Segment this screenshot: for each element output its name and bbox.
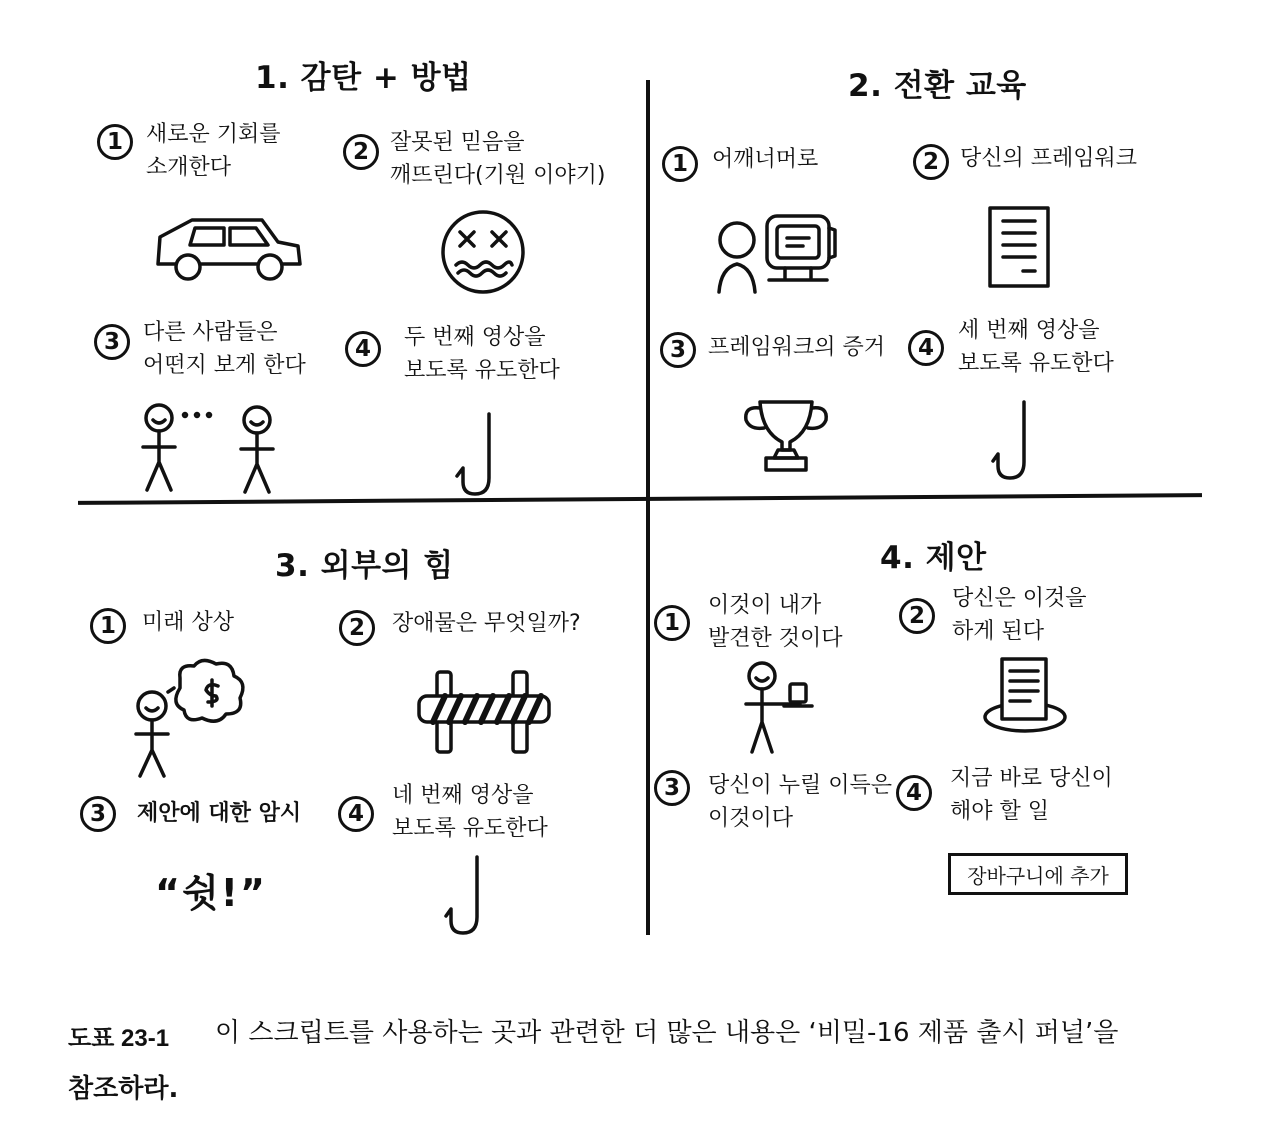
dizzy-face-icon bbox=[438, 207, 528, 297]
step-label: 장애물은 무엇일까? bbox=[392, 611, 581, 636]
step-label: 두 번째 영상을 보도록 유도한다 bbox=[404, 325, 560, 383]
step-label: 당신이 누릴 이득은 이것이다 bbox=[708, 773, 893, 831]
step-label: 미래 상상 bbox=[142, 610, 235, 635]
step-label: 다른 사람들은 어떤지 보게 한다 bbox=[143, 320, 306, 378]
step-number: 4 bbox=[896, 775, 932, 811]
person-at-computer-icon bbox=[715, 210, 840, 295]
step-label: 제안에 대한 암시 bbox=[137, 801, 302, 826]
hook-icon bbox=[992, 398, 1037, 483]
quadrant-title: 3. 외부의 힘 bbox=[275, 548, 454, 584]
step-number: 1 bbox=[90, 608, 126, 644]
step-number: 3 bbox=[654, 770, 690, 806]
document-icon bbox=[987, 205, 1052, 290]
road-barrier-icon bbox=[415, 668, 555, 756]
person-presenting-icon bbox=[742, 660, 817, 755]
step-number: 1 bbox=[662, 146, 698, 182]
step-number: 3 bbox=[94, 324, 130, 360]
step-label: 이것이 내가 발견한 것이다 bbox=[708, 593, 843, 651]
hook-icon bbox=[445, 853, 490, 938]
document-on-plate-icon bbox=[980, 655, 1070, 735]
step-label: 어깨너머로 bbox=[712, 147, 819, 172]
two-people-talking-icon bbox=[135, 400, 285, 495]
shh-text: “쉿!” bbox=[155, 871, 267, 915]
step-number: 3 bbox=[660, 332, 696, 368]
step-number: 4 bbox=[345, 331, 381, 367]
step-label: 당신의 프레임워크 bbox=[960, 146, 1138, 171]
step-number: 2 bbox=[913, 144, 949, 180]
step-number: 1 bbox=[97, 124, 133, 160]
quadrant-title: 4. 제안 bbox=[880, 540, 987, 576]
step-label: 세 번째 영상을 보도록 유도한다 bbox=[958, 318, 1114, 376]
step-number: 2 bbox=[899, 598, 935, 634]
step-number: 4 bbox=[338, 796, 374, 832]
caption-text: 이 스크립트를 사용하는 곳과 관련한 더 많은 내용은 ‘비밀-16 제품 출시 퍼널’을 bbox=[215, 1018, 1119, 1048]
trophy-icon bbox=[742, 398, 830, 473]
step-number: 4 bbox=[908, 330, 944, 366]
figure-label: 도표 23-1 bbox=[68, 1025, 170, 1052]
car-icon bbox=[150, 212, 305, 287]
step-number: 2 bbox=[339, 610, 375, 646]
step-label: 네 번째 영상을 보도록 유도한다 bbox=[392, 783, 548, 841]
step-label: 지금 바로 당신이 해야 할 일 bbox=[950, 766, 1113, 824]
add-to-cart-button[interactable]: 장바구니에 추가 bbox=[948, 853, 1128, 895]
step-number: 2 bbox=[343, 134, 379, 170]
step-label: 새로운 기회를 소개한다 bbox=[146, 122, 281, 180]
quadrant-title: 1. 감탄 + 방법 bbox=[255, 60, 472, 96]
caption-text: 참조하라. bbox=[68, 1074, 179, 1104]
hook-icon bbox=[455, 410, 500, 500]
step-number: 1 bbox=[654, 605, 690, 641]
vertical-divider bbox=[646, 80, 650, 935]
person-dreaming-money-icon bbox=[128, 658, 253, 778]
step-number: 3 bbox=[80, 796, 116, 832]
step-label: 당신은 이것을 하게 된다 bbox=[952, 586, 1087, 644]
step-label: 잘못된 믿음을 깨뜨린다(기원 이야기) bbox=[390, 130, 606, 188]
quadrant-title: 2. 전환 교육 bbox=[848, 68, 1027, 104]
step-label: 프레임워크의 증거 bbox=[708, 335, 886, 360]
